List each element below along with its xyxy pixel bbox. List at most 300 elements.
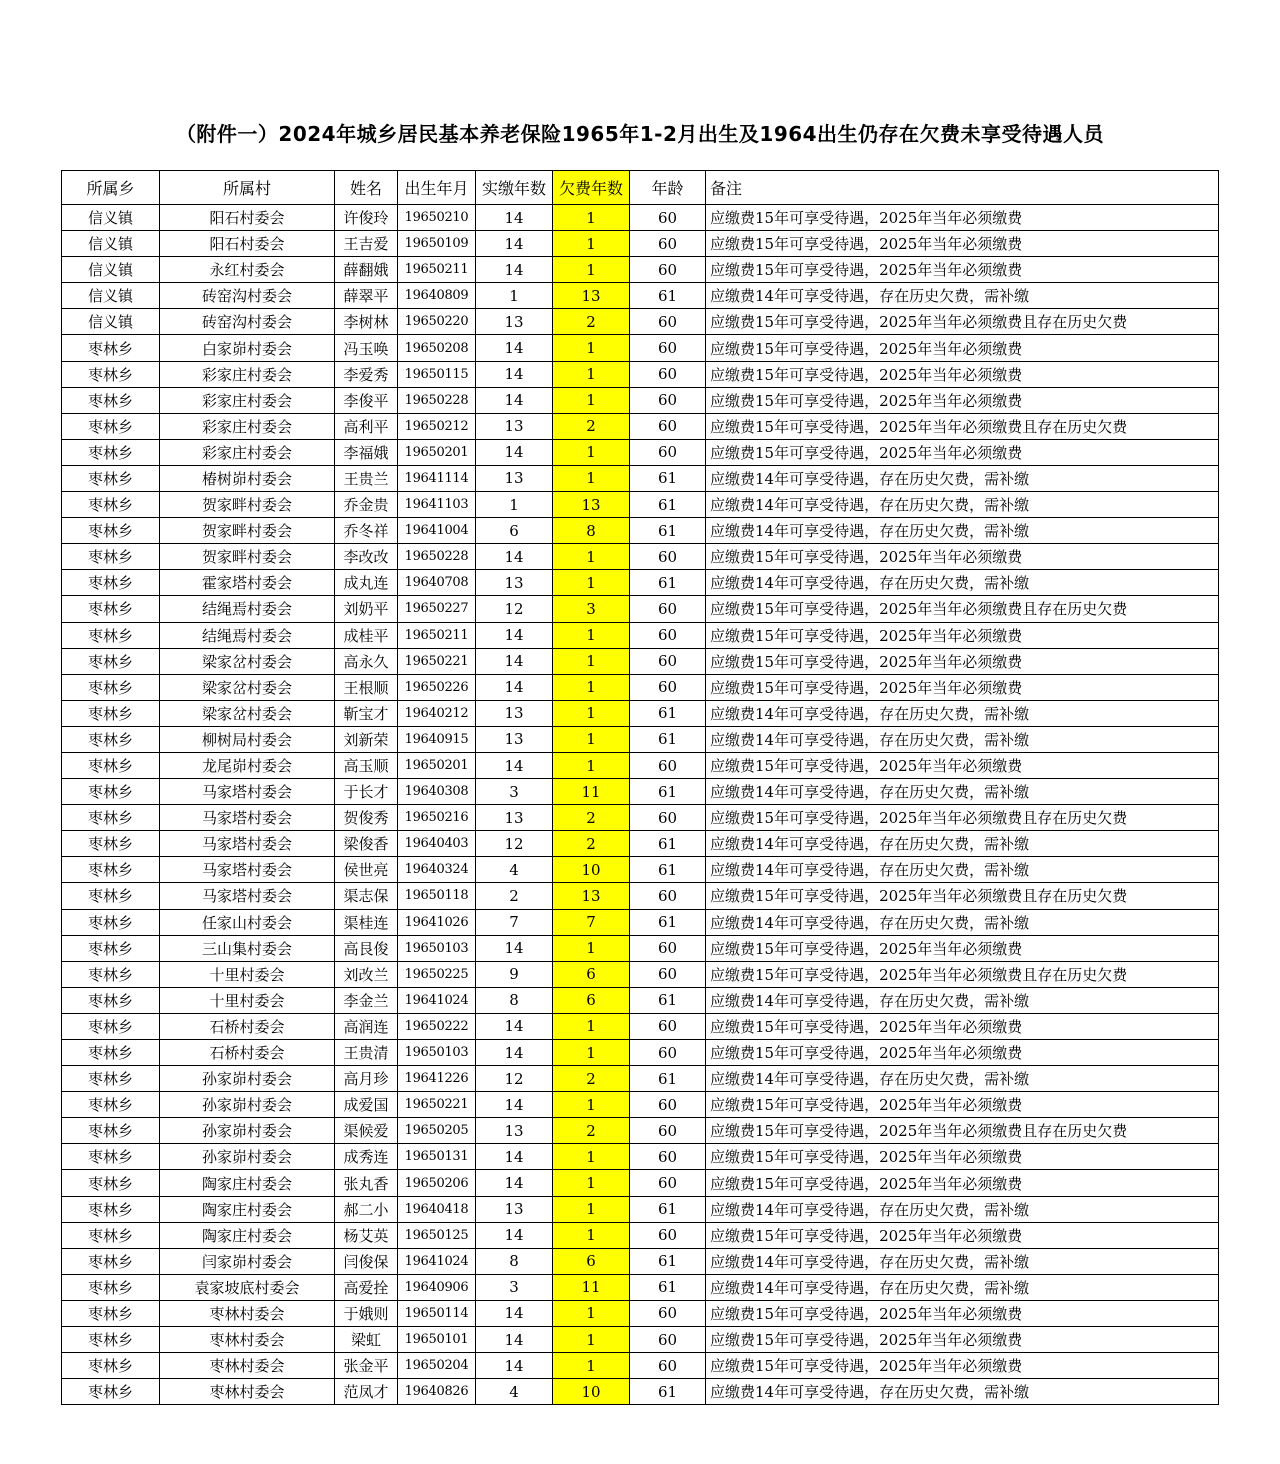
document-title: （附件一）2024年城乡居民基本养老保险1965年1-2月出生及1964出生仍存在欠费未享受待遇人员 bbox=[175, 122, 1105, 146]
remark-cell: 应缴费15年可享受待遇，2025年当年必须缴费 bbox=[706, 1144, 1219, 1170]
township-cell: 枣林乡 bbox=[62, 465, 160, 491]
paid-years-cell: 14 bbox=[476, 1300, 553, 1326]
paid-years-cell: 12 bbox=[476, 596, 553, 622]
village-cell: 枣林村委会 bbox=[160, 1327, 335, 1353]
table-row bbox=[62, 439, 1219, 465]
age-cell: 60 bbox=[630, 413, 706, 439]
township-cell: 枣林乡 bbox=[62, 805, 160, 831]
remark-cell: 应缴费14年可享受待遇，存在历史欠费，需补缴 bbox=[706, 283, 1219, 309]
township-cell: 枣林乡 bbox=[62, 883, 160, 909]
table-row bbox=[62, 257, 1219, 283]
table-row bbox=[62, 231, 1219, 257]
birth-date-cell: 19650103 bbox=[398, 1040, 476, 1066]
owed-years-cell: 1 bbox=[553, 335, 630, 361]
paid-years-cell: 13 bbox=[476, 413, 553, 439]
owed-years-cell: 1 bbox=[553, 231, 630, 257]
paid-years-cell: 14 bbox=[476, 1144, 553, 1170]
name-cell: 刘改兰 bbox=[335, 961, 398, 987]
table-row bbox=[62, 1300, 1219, 1326]
village-cell: 彩家庄村委会 bbox=[160, 361, 335, 387]
village-cell: 白家峁村委会 bbox=[160, 335, 335, 361]
name-cell: 渠候爱 bbox=[335, 1118, 398, 1144]
township-cell: 枣林乡 bbox=[62, 648, 160, 674]
village-cell: 马家塔村委会 bbox=[160, 805, 335, 831]
remark-cell: 应缴费15年可享受待遇，2025年当年必须缴费且存在历史欠费 bbox=[706, 883, 1219, 909]
owed-years-cell: 1 bbox=[553, 1327, 630, 1353]
owed-years-cell: 3 bbox=[553, 596, 630, 622]
owed-years-cell: 1 bbox=[553, 1170, 630, 1196]
name-cell: 梁俊香 bbox=[335, 831, 398, 857]
owed-years-cell: 1 bbox=[553, 622, 630, 648]
remark-cell: 应缴费14年可享受待遇，存在历史欠费，需补缴 bbox=[706, 465, 1219, 491]
remark-cell: 应缴费14年可享受待遇，存在历史欠费，需补缴 bbox=[706, 700, 1219, 726]
birth-date-cell: 19650206 bbox=[398, 1170, 476, 1196]
age-cell: 60 bbox=[630, 1092, 706, 1118]
paid-years-cell: 13 bbox=[476, 1196, 553, 1222]
village-cell: 龙尾峁村委会 bbox=[160, 752, 335, 778]
birth-date-cell: 19640403 bbox=[398, 831, 476, 857]
remark-cell: 应缴费14年可享受待遇，存在历史欠费，需补缴 bbox=[706, 831, 1219, 857]
table-row bbox=[62, 648, 1219, 674]
township-cell: 枣林乡 bbox=[62, 387, 160, 413]
paid-years-cell: 13 bbox=[476, 805, 553, 831]
village-cell: 十里村委会 bbox=[160, 961, 335, 987]
village-cell: 袁家坡底村委会 bbox=[160, 1274, 335, 1300]
remark-cell: 应缴费14年可享受待遇，存在历史欠费，需补缴 bbox=[706, 909, 1219, 935]
birth-date-cell: 19641004 bbox=[398, 518, 476, 544]
birth-date-cell: 19640915 bbox=[398, 726, 476, 752]
age-cell: 60 bbox=[630, 1170, 706, 1196]
owed-years-cell: 1 bbox=[553, 257, 630, 283]
township-cell: 信义镇 bbox=[62, 257, 160, 283]
paid-years-cell: 14 bbox=[476, 439, 553, 465]
owed-years-cell: 1 bbox=[553, 935, 630, 961]
paid-years-cell: 2 bbox=[476, 883, 553, 909]
paid-years-cell: 14 bbox=[476, 1327, 553, 1353]
header-birth-date: 出生年月 bbox=[398, 171, 476, 205]
remark-cell: 应缴费14年可享受待遇，存在历史欠费，需补缴 bbox=[706, 1379, 1219, 1405]
township-cell: 信义镇 bbox=[62, 205, 160, 231]
owed-years-cell: 11 bbox=[553, 1274, 630, 1300]
paid-years-cell: 13 bbox=[476, 465, 553, 491]
age-cell: 60 bbox=[630, 883, 706, 909]
age-cell: 60 bbox=[630, 805, 706, 831]
name-cell: 成桂平 bbox=[335, 622, 398, 648]
age-cell: 61 bbox=[630, 1066, 706, 1092]
age-cell: 60 bbox=[630, 257, 706, 283]
owed-years-cell: 1 bbox=[553, 1300, 630, 1326]
township-cell: 信义镇 bbox=[62, 231, 160, 257]
remark-cell: 应缴费14年可享受待遇，存在历史欠费，需补缴 bbox=[706, 1066, 1219, 1092]
township-cell: 枣林乡 bbox=[62, 674, 160, 700]
remark-cell: 应缴费14年可享受待遇，存在历史欠费，需补缴 bbox=[706, 518, 1219, 544]
age-cell: 61 bbox=[630, 909, 706, 935]
owed-years-cell: 13 bbox=[553, 283, 630, 309]
township-cell: 枣林乡 bbox=[62, 1092, 160, 1118]
remark-cell: 应缴费15年可享受待遇，2025年当年必须缴费 bbox=[706, 361, 1219, 387]
table-row bbox=[62, 1118, 1219, 1144]
table-row bbox=[62, 805, 1219, 831]
remark-cell: 应缴费15年可享受待遇，2025年当年必须缴费且存在历史欠费 bbox=[706, 805, 1219, 831]
remark-cell: 应缴费15年可享受待遇，2025年当年必须缴费 bbox=[706, 1013, 1219, 1039]
township-cell: 枣林乡 bbox=[62, 987, 160, 1013]
name-cell: 许俊玲 bbox=[335, 205, 398, 231]
remark-cell: 应缴费15年可享受待遇，2025年当年必须缴费 bbox=[706, 387, 1219, 413]
paid-years-cell: 14 bbox=[476, 648, 553, 674]
birth-date-cell: 19650109 bbox=[398, 231, 476, 257]
village-cell: 砖窑沟村委会 bbox=[160, 309, 335, 335]
village-cell: 结绳焉村委会 bbox=[160, 622, 335, 648]
table-row bbox=[62, 570, 1219, 596]
paid-years-cell: 14 bbox=[476, 205, 553, 231]
birth-date-cell: 19640418 bbox=[398, 1196, 476, 1222]
village-cell: 枣林村委会 bbox=[160, 1300, 335, 1326]
owed-years-cell: 1 bbox=[553, 648, 630, 674]
table-row bbox=[62, 1222, 1219, 1248]
birth-date-cell: 19650204 bbox=[398, 1353, 476, 1379]
name-cell: 李改改 bbox=[335, 544, 398, 570]
birth-date-cell: 19650201 bbox=[398, 752, 476, 778]
table-row bbox=[62, 1066, 1219, 1092]
village-cell: 椿树峁村委会 bbox=[160, 465, 335, 491]
paid-years-cell: 14 bbox=[476, 622, 553, 648]
owed-years-cell: 10 bbox=[553, 857, 630, 883]
township-cell: 枣林乡 bbox=[62, 1066, 160, 1092]
village-cell: 贺家畔村委会 bbox=[160, 492, 335, 518]
village-cell: 阳石村委会 bbox=[160, 231, 335, 257]
township-cell: 枣林乡 bbox=[62, 1222, 160, 1248]
township-cell: 枣林乡 bbox=[62, 544, 160, 570]
table-row bbox=[62, 1327, 1219, 1353]
village-cell: 梁家岔村委会 bbox=[160, 648, 335, 674]
name-cell: 高利平 bbox=[335, 413, 398, 439]
birth-date-cell: 19650220 bbox=[398, 309, 476, 335]
birth-date-cell: 19650225 bbox=[398, 961, 476, 987]
township-cell: 枣林乡 bbox=[62, 1144, 160, 1170]
owed-years-cell: 10 bbox=[553, 1379, 630, 1405]
township-cell: 信义镇 bbox=[62, 309, 160, 335]
name-cell: 李树林 bbox=[335, 309, 398, 335]
birth-date-cell: 19650228 bbox=[398, 387, 476, 413]
paid-years-cell: 3 bbox=[476, 1274, 553, 1300]
village-cell: 任家山村委会 bbox=[160, 909, 335, 935]
paid-years-cell: 14 bbox=[476, 1353, 553, 1379]
age-cell: 61 bbox=[630, 492, 706, 518]
name-cell: 李金兰 bbox=[335, 987, 398, 1013]
age-cell: 60 bbox=[630, 622, 706, 648]
table-row bbox=[62, 335, 1219, 361]
birth-date-cell: 19650221 bbox=[398, 648, 476, 674]
paid-years-cell: 4 bbox=[476, 1379, 553, 1405]
age-cell: 61 bbox=[630, 779, 706, 805]
remark-cell: 应缴费15年可享受待遇，2025年当年必须缴费且存在历史欠费 bbox=[706, 1118, 1219, 1144]
name-cell: 王根顺 bbox=[335, 674, 398, 700]
owed-years-cell: 13 bbox=[553, 883, 630, 909]
township-cell: 枣林乡 bbox=[62, 752, 160, 778]
age-cell: 61 bbox=[630, 831, 706, 857]
remark-cell: 应缴费15年可享受待遇，2025年当年必须缴费 bbox=[706, 622, 1219, 648]
age-cell: 60 bbox=[630, 544, 706, 570]
owed-years-cell: 1 bbox=[553, 1092, 630, 1118]
village-cell: 柳树局村委会 bbox=[160, 726, 335, 752]
table-row bbox=[62, 465, 1219, 491]
age-cell: 61 bbox=[630, 570, 706, 596]
remark-cell: 应缴费15年可享受待遇，2025年当年必须缴费 bbox=[706, 648, 1219, 674]
birth-date-cell: 19641103 bbox=[398, 492, 476, 518]
township-cell: 枣林乡 bbox=[62, 335, 160, 361]
table-row bbox=[62, 1274, 1219, 1300]
village-cell: 十里村委会 bbox=[160, 987, 335, 1013]
paid-years-cell: 13 bbox=[476, 1118, 553, 1144]
header-remark: 备注 bbox=[706, 171, 1219, 205]
township-cell: 枣林乡 bbox=[62, 909, 160, 935]
owed-years-cell: 1 bbox=[553, 1222, 630, 1248]
paid-years-cell: 14 bbox=[476, 387, 553, 413]
name-cell: 张丸香 bbox=[335, 1170, 398, 1196]
name-cell: 高艮俊 bbox=[335, 935, 398, 961]
age-cell: 60 bbox=[630, 752, 706, 778]
paid-years-cell: 14 bbox=[476, 1170, 553, 1196]
remark-cell: 应缴费15年可享受待遇，2025年当年必须缴费 bbox=[706, 1170, 1219, 1196]
remark-cell: 应缴费14年可享受待遇，存在历史欠费，需补缴 bbox=[706, 1196, 1219, 1222]
name-cell: 贺俊秀 bbox=[335, 805, 398, 831]
table-row bbox=[62, 674, 1219, 700]
header-age: 年龄 bbox=[630, 171, 706, 205]
owed-years-cell: 2 bbox=[553, 805, 630, 831]
owed-years-cell: 6 bbox=[553, 961, 630, 987]
table-row bbox=[62, 857, 1219, 883]
owed-years-cell: 1 bbox=[553, 752, 630, 778]
township-cell: 枣林乡 bbox=[62, 961, 160, 987]
table-row bbox=[62, 544, 1219, 570]
birth-date-cell: 19650115 bbox=[398, 361, 476, 387]
age-cell: 61 bbox=[630, 465, 706, 491]
table-row bbox=[62, 387, 1219, 413]
owed-years-cell: 1 bbox=[553, 570, 630, 596]
owed-years-cell: 1 bbox=[553, 205, 630, 231]
paid-years-cell: 14 bbox=[476, 1040, 553, 1066]
village-cell: 三山集村委会 bbox=[160, 935, 335, 961]
name-cell: 王吉爱 bbox=[335, 231, 398, 257]
village-cell: 永红村委会 bbox=[160, 257, 335, 283]
birth-date-cell: 19650222 bbox=[398, 1013, 476, 1039]
remark-cell: 应缴费15年可享受待遇，2025年当年必须缴费 bbox=[706, 231, 1219, 257]
birth-date-cell: 19640324 bbox=[398, 857, 476, 883]
name-cell: 成秀连 bbox=[335, 1144, 398, 1170]
age-cell: 61 bbox=[630, 857, 706, 883]
paid-years-cell: 4 bbox=[476, 857, 553, 883]
paid-years-cell: 8 bbox=[476, 1248, 553, 1274]
township-cell: 枣林乡 bbox=[62, 1300, 160, 1326]
village-cell: 陶家庄村委会 bbox=[160, 1222, 335, 1248]
table-row bbox=[62, 1040, 1219, 1066]
township-cell: 枣林乡 bbox=[62, 518, 160, 544]
village-cell: 石桥村委会 bbox=[160, 1040, 335, 1066]
remark-cell: 应缴费15年可享受待遇，2025年当年必须缴费 bbox=[706, 1092, 1219, 1118]
age-cell: 60 bbox=[630, 1144, 706, 1170]
paid-years-cell: 8 bbox=[476, 987, 553, 1013]
table-row bbox=[62, 518, 1219, 544]
age-cell: 61 bbox=[630, 987, 706, 1013]
township-cell: 枣林乡 bbox=[62, 726, 160, 752]
village-cell: 陶家庄村委会 bbox=[160, 1196, 335, 1222]
village-cell: 彩家庄村委会 bbox=[160, 387, 335, 413]
table-row bbox=[62, 283, 1219, 309]
table-row bbox=[62, 1092, 1219, 1118]
birth-date-cell: 19640308 bbox=[398, 779, 476, 805]
remark-cell: 应缴费14年可享受待遇，存在历史欠费，需补缴 bbox=[706, 987, 1219, 1013]
arrears-table bbox=[61, 170, 1219, 1405]
township-cell: 枣林乡 bbox=[62, 857, 160, 883]
village-cell: 马家塔村委会 bbox=[160, 857, 335, 883]
village-cell: 结绳焉村委会 bbox=[160, 596, 335, 622]
remark-cell: 应缴费14年可享受待遇，存在历史欠费，需补缴 bbox=[706, 1274, 1219, 1300]
remark-cell: 应缴费14年可享受待遇，存在历史欠费，需补缴 bbox=[706, 492, 1219, 518]
paid-years-cell: 3 bbox=[476, 779, 553, 805]
table-row bbox=[62, 1248, 1219, 1274]
township-cell: 枣林乡 bbox=[62, 1353, 160, 1379]
birth-date-cell: 19650211 bbox=[398, 257, 476, 283]
birth-date-cell: 19650114 bbox=[398, 1300, 476, 1326]
age-cell: 60 bbox=[630, 935, 706, 961]
header-name: 姓名 bbox=[335, 171, 398, 205]
table-row bbox=[62, 361, 1219, 387]
remark-cell: 应缴费15年可享受待遇，2025年当年必须缴费 bbox=[706, 544, 1219, 570]
village-cell: 孙家峁村委会 bbox=[160, 1092, 335, 1118]
remark-cell: 应缴费15年可享受待遇，2025年当年必须缴费且存在历史欠费 bbox=[706, 309, 1219, 335]
village-cell: 阳石村委会 bbox=[160, 205, 335, 231]
owed-years-cell: 1 bbox=[553, 674, 630, 700]
age-cell: 61 bbox=[630, 726, 706, 752]
name-cell: 王贵清 bbox=[335, 1040, 398, 1066]
age-cell: 61 bbox=[630, 1274, 706, 1300]
owed-years-cell: 6 bbox=[553, 1248, 630, 1274]
birth-date-cell: 19650210 bbox=[398, 205, 476, 231]
name-cell: 梁虹 bbox=[335, 1327, 398, 1353]
paid-years-cell: 14 bbox=[476, 674, 553, 700]
paid-years-cell: 13 bbox=[476, 309, 553, 335]
township-cell: 枣林乡 bbox=[62, 596, 160, 622]
township-cell: 枣林乡 bbox=[62, 439, 160, 465]
paid-years-cell: 12 bbox=[476, 831, 553, 857]
name-cell: 张金平 bbox=[335, 1353, 398, 1379]
birth-date-cell: 19650221 bbox=[398, 1092, 476, 1118]
village-cell: 马家塔村委会 bbox=[160, 883, 335, 909]
age-cell: 60 bbox=[630, 1300, 706, 1326]
age-cell: 60 bbox=[630, 439, 706, 465]
township-cell: 枣林乡 bbox=[62, 622, 160, 648]
paid-years-cell: 14 bbox=[476, 1092, 553, 1118]
township-cell: 枣林乡 bbox=[62, 1040, 160, 1066]
township-cell: 枣林乡 bbox=[62, 1170, 160, 1196]
paid-years-cell: 14 bbox=[476, 752, 553, 778]
age-cell: 60 bbox=[630, 231, 706, 257]
remark-cell: 应缴费15年可享受待遇，2025年当年必须缴费 bbox=[706, 752, 1219, 778]
remark-cell: 应缴费15年可享受待遇，2025年当年必须缴费 bbox=[706, 1353, 1219, 1379]
name-cell: 成丸连 bbox=[335, 570, 398, 596]
table-row bbox=[62, 987, 1219, 1013]
township-cell: 枣林乡 bbox=[62, 361, 160, 387]
owed-years-cell: 7 bbox=[553, 909, 630, 935]
name-cell: 刘奶平 bbox=[335, 596, 398, 622]
owed-years-cell: 2 bbox=[553, 831, 630, 857]
table-row bbox=[62, 1144, 1219, 1170]
table-row bbox=[62, 700, 1219, 726]
village-cell: 霍家塔村委会 bbox=[160, 570, 335, 596]
name-cell: 靳宝才 bbox=[335, 700, 398, 726]
owed-years-cell: 1 bbox=[553, 1013, 630, 1039]
birth-date-cell: 19640906 bbox=[398, 1274, 476, 1300]
owed-years-cell: 1 bbox=[553, 387, 630, 413]
age-cell: 60 bbox=[630, 1222, 706, 1248]
village-cell: 梁家岔村委会 bbox=[160, 700, 335, 726]
remark-cell: 应缴费15年可享受待遇，2025年当年必须缴费 bbox=[706, 1300, 1219, 1326]
table-row bbox=[62, 909, 1219, 935]
remark-cell: 应缴费15年可享受待遇，2025年当年必须缴费 bbox=[706, 335, 1219, 361]
village-cell: 陶家庄村委会 bbox=[160, 1170, 335, 1196]
township-cell: 枣林乡 bbox=[62, 700, 160, 726]
paid-years-cell: 12 bbox=[476, 1066, 553, 1092]
name-cell: 范凤才 bbox=[335, 1379, 398, 1405]
owed-years-cell: 1 bbox=[553, 726, 630, 752]
name-cell: 高永久 bbox=[335, 648, 398, 674]
owed-years-cell: 1 bbox=[553, 439, 630, 465]
birth-date-cell: 19650201 bbox=[398, 439, 476, 465]
table-row bbox=[62, 1013, 1219, 1039]
paid-years-cell: 9 bbox=[476, 961, 553, 987]
paid-years-cell: 6 bbox=[476, 518, 553, 544]
village-cell: 枣林村委会 bbox=[160, 1379, 335, 1405]
name-cell: 渠桂连 bbox=[335, 909, 398, 935]
name-cell: 王贵兰 bbox=[335, 465, 398, 491]
remark-cell: 应缴费15年可享受待遇，2025年当年必须缴费 bbox=[706, 1040, 1219, 1066]
header-row bbox=[62, 171, 1219, 205]
owed-years-cell: 1 bbox=[553, 1353, 630, 1379]
township-cell: 信义镇 bbox=[62, 283, 160, 309]
birth-date-cell: 19641024 bbox=[398, 1248, 476, 1274]
village-cell: 孙家峁村委会 bbox=[160, 1066, 335, 1092]
table-row bbox=[62, 752, 1219, 778]
birth-date-cell: 19650211 bbox=[398, 622, 476, 648]
name-cell: 高润连 bbox=[335, 1013, 398, 1039]
name-cell: 高玉顺 bbox=[335, 752, 398, 778]
name-cell: 薛翻娥 bbox=[335, 257, 398, 283]
village-cell: 闫家峁村委会 bbox=[160, 1248, 335, 1274]
age-cell: 60 bbox=[630, 1327, 706, 1353]
paid-years-cell: 14 bbox=[476, 231, 553, 257]
owed-years-cell: 8 bbox=[553, 518, 630, 544]
name-cell: 成爱国 bbox=[335, 1092, 398, 1118]
remark-cell: 应缴费14年可享受待遇，存在历史欠费，需补缴 bbox=[706, 1248, 1219, 1274]
remark-cell: 应缴费15年可享受待遇，2025年当年必须缴费 bbox=[706, 439, 1219, 465]
name-cell: 乔金贵 bbox=[335, 492, 398, 518]
age-cell: 61 bbox=[630, 518, 706, 544]
village-cell: 贺家畔村委会 bbox=[160, 518, 335, 544]
birth-date-cell: 19641024 bbox=[398, 987, 476, 1013]
remark-cell: 应缴费15年可享受待遇，2025年当年必须缴费 bbox=[706, 935, 1219, 961]
table-row bbox=[62, 935, 1219, 961]
township-cell: 枣林乡 bbox=[62, 570, 160, 596]
age-cell: 60 bbox=[630, 961, 706, 987]
village-cell: 孙家峁村委会 bbox=[160, 1118, 335, 1144]
name-cell: 薛翠平 bbox=[335, 283, 398, 309]
age-cell: 61 bbox=[630, 700, 706, 726]
paid-years-cell: 14 bbox=[476, 1013, 553, 1039]
table-row bbox=[62, 779, 1219, 805]
table-row bbox=[62, 883, 1219, 909]
table-row bbox=[62, 726, 1219, 752]
paid-years-cell: 14 bbox=[476, 1222, 553, 1248]
